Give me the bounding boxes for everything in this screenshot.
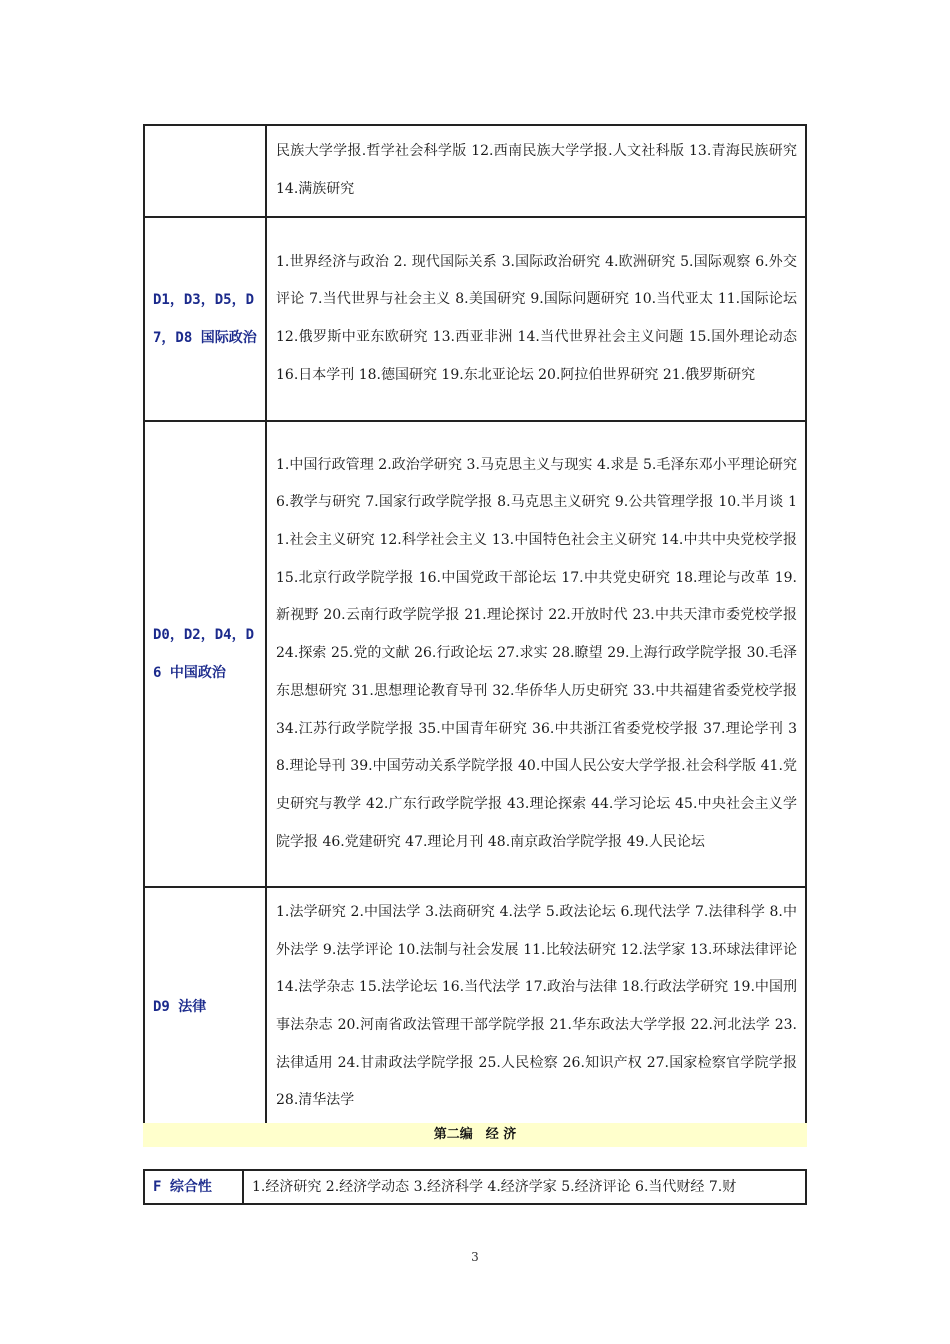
journal-list-cell: 1.世界经济与政治 2. 现代国际关系 3.国际政治研究 4.欧洲研究 5.国际观察 6.外交评论 7.当代世界与社会主义 8.美国研究 9.国际问题研究 10.当代亚太 11.国际论坛 12.俄罗斯中亚东欧研究 13.西亚非洲 14.当代世界社会主义问题 15.国外理论动态 16.日本学刊 18.德国研究 19.东北亚论坛 20.阿拉伯世界研究 21.俄罗斯研究 <box>266 217 806 421</box>
table-row <box>144 217 806 421</box>
table-row <box>144 421 806 887</box>
category-cell <box>144 125 266 217</box>
journal-list-cell: 1.中国行政管理 2.政治学研究 3.马克思主义与现实 4.求是 5.毛泽东邓小平理论研究 6.教学与研究 7.国家行政学院学报 8.马克思主义研究 9.公共管理学报 10.半月谈 11.社会主义研究 12.科学社会主义 13.中国特色社会主义研究 14.中共中央党校学报 15.北京行政学院学报 16.中国党政干部论坛 17.中共党史研究 18.理论与改革 19.新视野 20.云南行政学院学报 21.理论探讨 22.开放时代 23.中共天津市委党校学报 24.探索 25.党的文献 26.行政论坛 27.求实 28.瞭望 29.上海行政学院学报 30.毛泽东思想研究 31.思想理论教育导刊 32.华侨华人历史研究 33.中共福建省委党校学报 34.江苏行政学院学报 35.中国青年研究 36.中共浙江省委党校学报 37.理论学刊 38.理论导刊 39.中国劳动关系学院学报 40.中国人民公安大学学报.社会科学版 41.党史研究与教学 42.广东行政学院学报 43.理论探索 44.学习论坛 45.中央社会主义学院学报 46.党建研究 47.理论月刊 48.南京政治学院学报 49.人民论坛 <box>266 421 806 887</box>
table-row <box>144 887 806 1127</box>
journal-list-cell: 民族大学学报.哲学社会科学版 12.西南民族大学学报.人文社科版 13.青海民族研究 14.满族研究 <box>266 125 806 217</box>
category-cell: D0，D2，D4，D6 中国政治 <box>144 421 266 887</box>
journal-table <box>143 124 807 1128</box>
category-cell: D9 法律 <box>144 887 266 1127</box>
table-row <box>144 125 806 217</box>
section-heading: 第二编 经 济 <box>143 1123 807 1147</box>
category-cell: F 综合性 <box>144 1170 243 1204</box>
table-row <box>144 1170 806 1204</box>
journal-list-cell: 1.法学研究 2.中国法学 3.法商研究 4.法学 5.政法论坛 6.现代法学 7.法律科学 8.中外法学 9.法学评论 10.法制与社会发展 11.比较法研究 12.法学家 13.环球法律评论 14.法学杂志 15.法学论坛 16.当代法学 17.政治与法律 18.行政法学研究 19.中国刑事法杂志 20.河南省政法管理干部学院学报 21.华东政法大学学报 22.河北法学 23.法律适用 24.甘肃政法学院学报 25.人民检察 26.知识产权 27.国家检察官学院学报 28.清华法学 <box>266 887 806 1127</box>
journal-list-cell: 1.经济研究 2.经济学动态 3.经济科学 4.经济学家 5.经济评论 6.当代财经 7.财 <box>243 1170 806 1204</box>
page-number: 3 <box>471 1250 479 1264</box>
economics-table <box>143 1169 807 1205</box>
category-cell: D1，D3，D5，D7，D8 国际政治 <box>144 217 266 421</box>
